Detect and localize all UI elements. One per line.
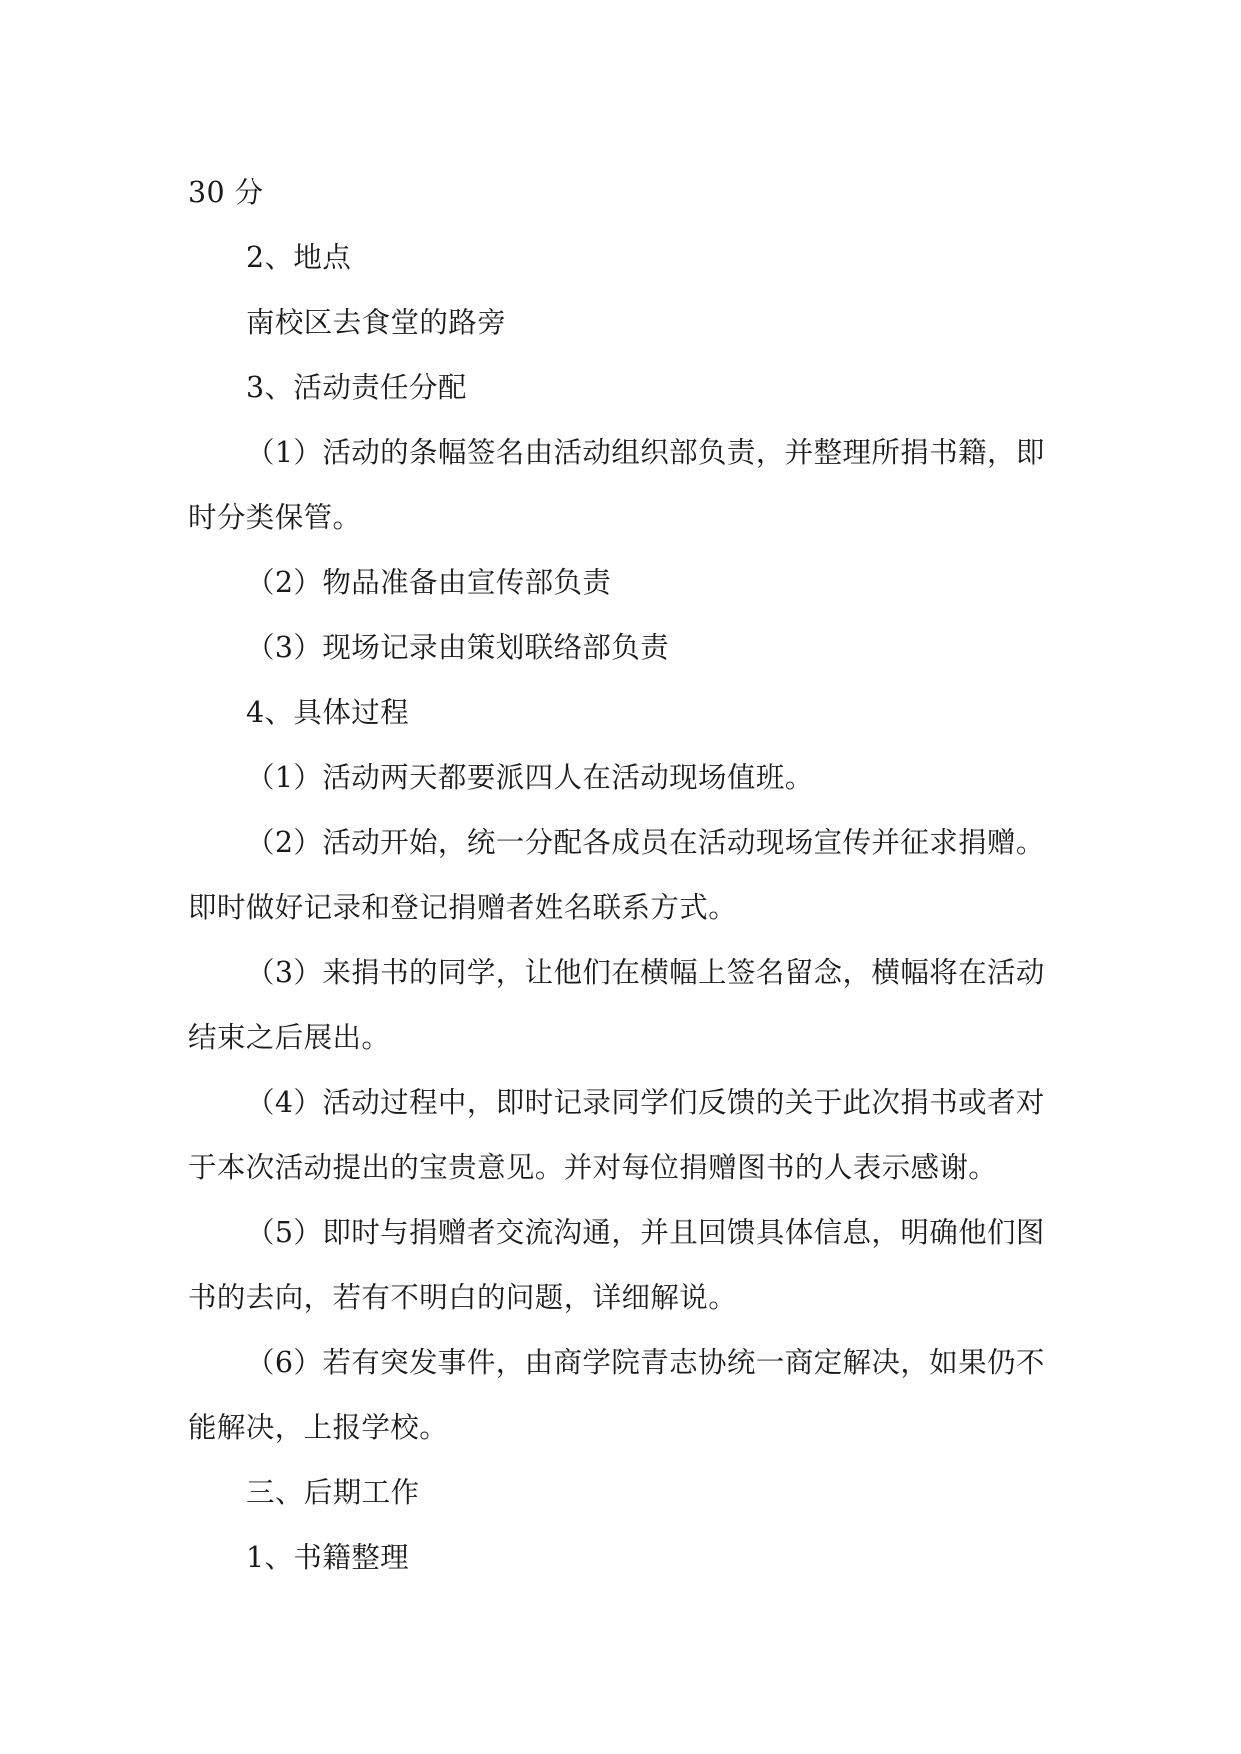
heading-responsibilities: 3、活动责任分配 <box>246 371 467 404</box>
paragraph-process-6: （6）若有突发事件，由商学院青志协统一商定解决，如果仍不能解决，上报学校。 <box>188 1346 1045 1444</box>
paragraph-location: 南校区去食堂的路旁 <box>246 306 507 339</box>
paragraph-time-continuation: 30 分 <box>188 176 264 209</box>
heading-location: 2、地点 <box>246 241 352 274</box>
heading-book-sorting: 1、书籍整理 <box>246 1541 410 1574</box>
paragraph-process-2: （2）活动开始，统一分配各成员在活动现场宣传并征求捐赠。即时做好记录和登记捐赠者姓名联系方式。 <box>188 826 1045 924</box>
paragraph-process-4: （4）活动过程中，即时记录同学们反馈的关于此次捐书或者对于本次活动提出的宝贵意见。并对每位捐赠图书的人表示感谢。 <box>188 1086 1045 1184</box>
paragraph-process-1: （1）活动两天都要派四人在活动现场值班。 <box>246 761 814 794</box>
paragraph-process-5: （5）即时与捐赠者交流沟通，并且回馈具体信息，明确他们图书的去向，若有不明白的问题，详细解说。 <box>188 1216 1045 1314</box>
paragraph-responsibility-3: （3）现场记录由策划联络部负责 <box>246 631 670 664</box>
paragraph-responsibility-2: （2）物品准备由宣传部负责 <box>246 566 612 599</box>
heading-later-work: 三、后期工作 <box>246 1476 420 1509</box>
document-body <box>188 160 1058 1590</box>
heading-process: 4、具体过程 <box>246 696 410 729</box>
paragraph-responsibility-1: （1）活动的条幅签名由活动组织部负责，并整理所捐书籍，即时分类保管。 <box>188 436 1045 534</box>
paragraph-process-3: （3）来捐书的同学，让他们在横幅上签名留念，横幅将在活动结束之后展出。 <box>188 956 1045 1054</box>
